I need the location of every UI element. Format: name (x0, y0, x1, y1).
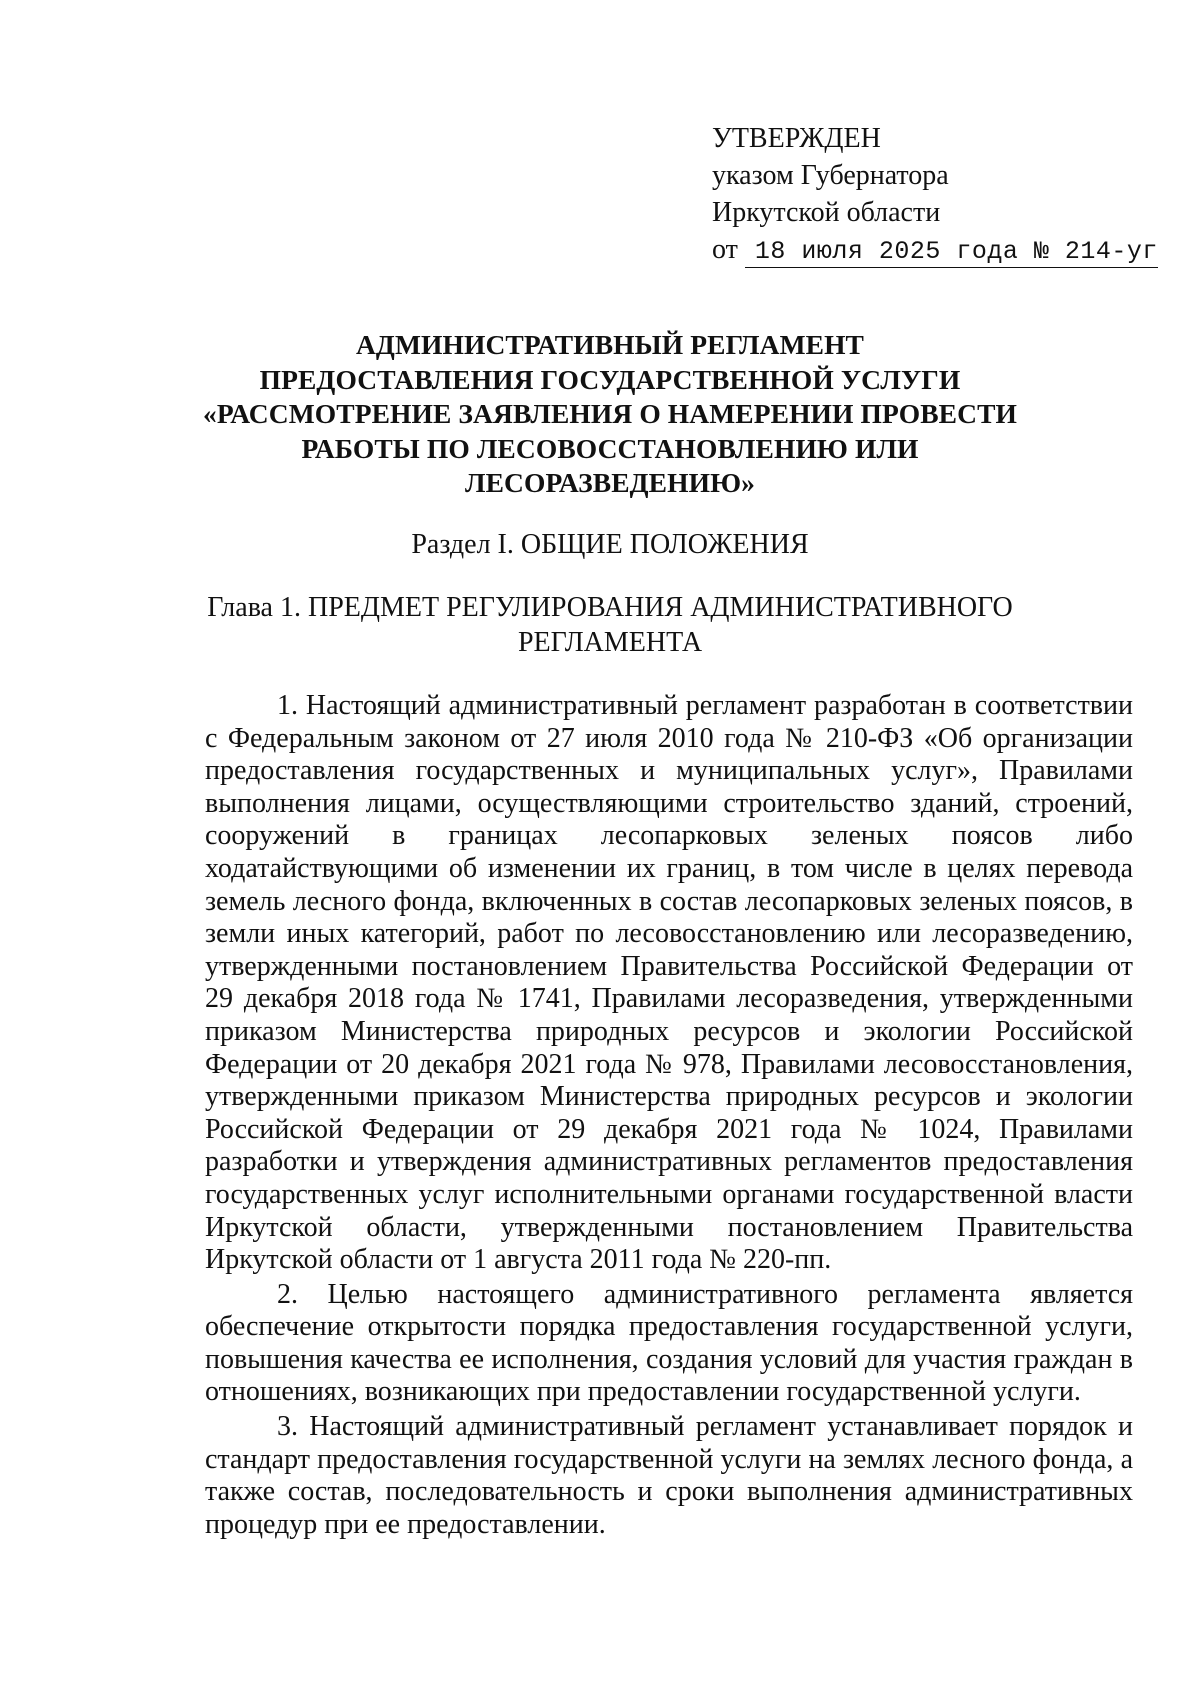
title-line: «РАССМОТРЕНИЕ ЗАЯВЛЕНИЯ О НАМЕРЕНИИ ПРОВЕСТИ (202, 398, 1018, 429)
title-line: ПРЕДОСТАВЛЕНИЯ ГОСУДАРСТВЕННОЙ УСЛУГИ (259, 363, 961, 395)
chapter-heading (150, 590, 1070, 660)
paragraph-3: 3. Настоящий административный регламент устанавливает порядок и стандарт предоставления государственной услуги на землях лесного фонда, а также состав, последовательность и сроки выполнения административных процедур при ее предоставлении. (205, 1411, 1133, 1540)
approval-date-number: 18 июля 2025 года № 214-уг (745, 237, 1158, 268)
approval-date-prefix: от (712, 234, 738, 265)
approval-date-line (712, 231, 1158, 268)
approval-stamp (712, 120, 1158, 268)
paragraph-1: 1. Настоящий административный регламент разработан в соответствии с Федеральным законом от 27 июля 2010 года № 210-ФЗ «Об организации предоставления государственных и муниципальных услуг», Правилами выполнения лицами, осуществляющими строительство зданий, строений, сооружений в границах лесопарковых зеленых поясов либо ходатайствующими об изменении их границ, в том числе в целях перевода земель лесного фонда, включенных в состав лесопарковых зеленых поясов, в земли иных категорий, работ по лесовосстановлению или лесоразведению, утвержденными постановлением Правительства Российской Федерации от 29 декабря 2018 года № 1741, Правилами лесоразведения, утвержденными приказом Министерства природных ресурсов и экологии Российской Федерации от 20 декабря 2021 года № 978, Правилами лесовосстановления, утвержденными приказом Министерства природных ресурсов и экологии Российской Федерации от 29 декабря 2021 года № 1024, Правилами разработки и утверждения административных регламентов предоставления государственных услуг исполнительными органами государственной власти Иркутской области, утвержденными постановлением Правительства Иркутской области от 1 августа 2011 года № 220-пп. (205, 690, 1133, 1276)
document-title (150, 328, 1070, 501)
chapter-line: РЕГЛАМЕНТА (517, 627, 703, 658)
approval-heading: УТВЕРЖДЕН (712, 123, 881, 154)
chapter-line: Глава 1. ПРЕДМЕТ РЕГУЛИРОВАНИЯ АДМИНИСТРАТИВНОГО (207, 592, 1013, 623)
paragraph-2: 2. Целью настоящего административного регламента является обеспечение открытости порядка предоставления государственной услуги, повышения качества ее исполнения, создания условий для участия граждан в отношениях, возникающих при предоставлении государственной услуги. (205, 1278, 1133, 1408)
title-line: РАБОТЫ ПО ЛЕСОВОССТАНОВЛЕНИЮ ИЛИ (301, 432, 919, 464)
title-line: ЛЕСОРАЗВЕДЕНИЮ» (465, 467, 755, 498)
body-text (205, 690, 1133, 1543)
approval-region: Иркутской области (712, 197, 941, 228)
approval-issuer: указом Губернатора (712, 160, 949, 191)
title-line: АДМИНИСТРАТИВНЫЙ РЕГЛАМЕНТ (355, 329, 865, 360)
section-heading: Раздел I. ОБЩИЕ ПОЛОЖЕНИЯ (411, 529, 809, 560)
